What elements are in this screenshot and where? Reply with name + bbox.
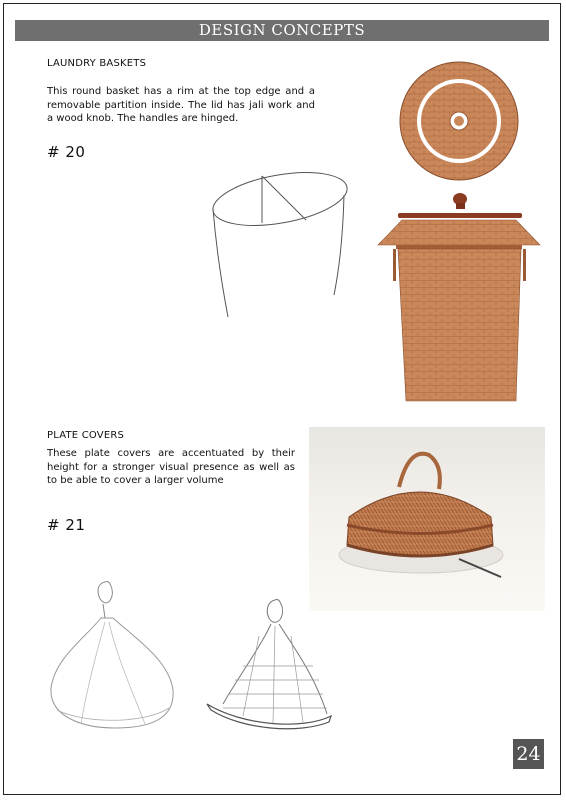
page-number: 24 (513, 739, 544, 769)
plate-cover-pencil-sketch-1 (45, 578, 180, 738)
section-title-plate-covers: PLATE COVERS (47, 430, 125, 441)
basket-front-view (376, 193, 541, 403)
design-number-21: # 21 (47, 516, 86, 534)
design-number-20: # 20 (47, 143, 86, 161)
section-description-laundry-baskets: This round basket has a rim at the top edge and a removable partition inside. The lid has jali work and a wood knob. The handles are hinged. (47, 86, 315, 124)
page-title: DESIGN CONCEPTS (15, 20, 549, 41)
basket-lid-top-view (399, 61, 519, 181)
plate-cover-pencil-sketch-2 (203, 596, 338, 736)
plate-cover-photo (309, 427, 545, 611)
basket-wireframe-sketch (210, 165, 350, 325)
section-title-laundry-baskets: LAUNDRY BASKETS (47, 58, 147, 69)
section-description-plate-covers: These plate covers are accentuated by their height for a stronger visual presence as well as to be able to cover a larger volume (47, 448, 295, 486)
